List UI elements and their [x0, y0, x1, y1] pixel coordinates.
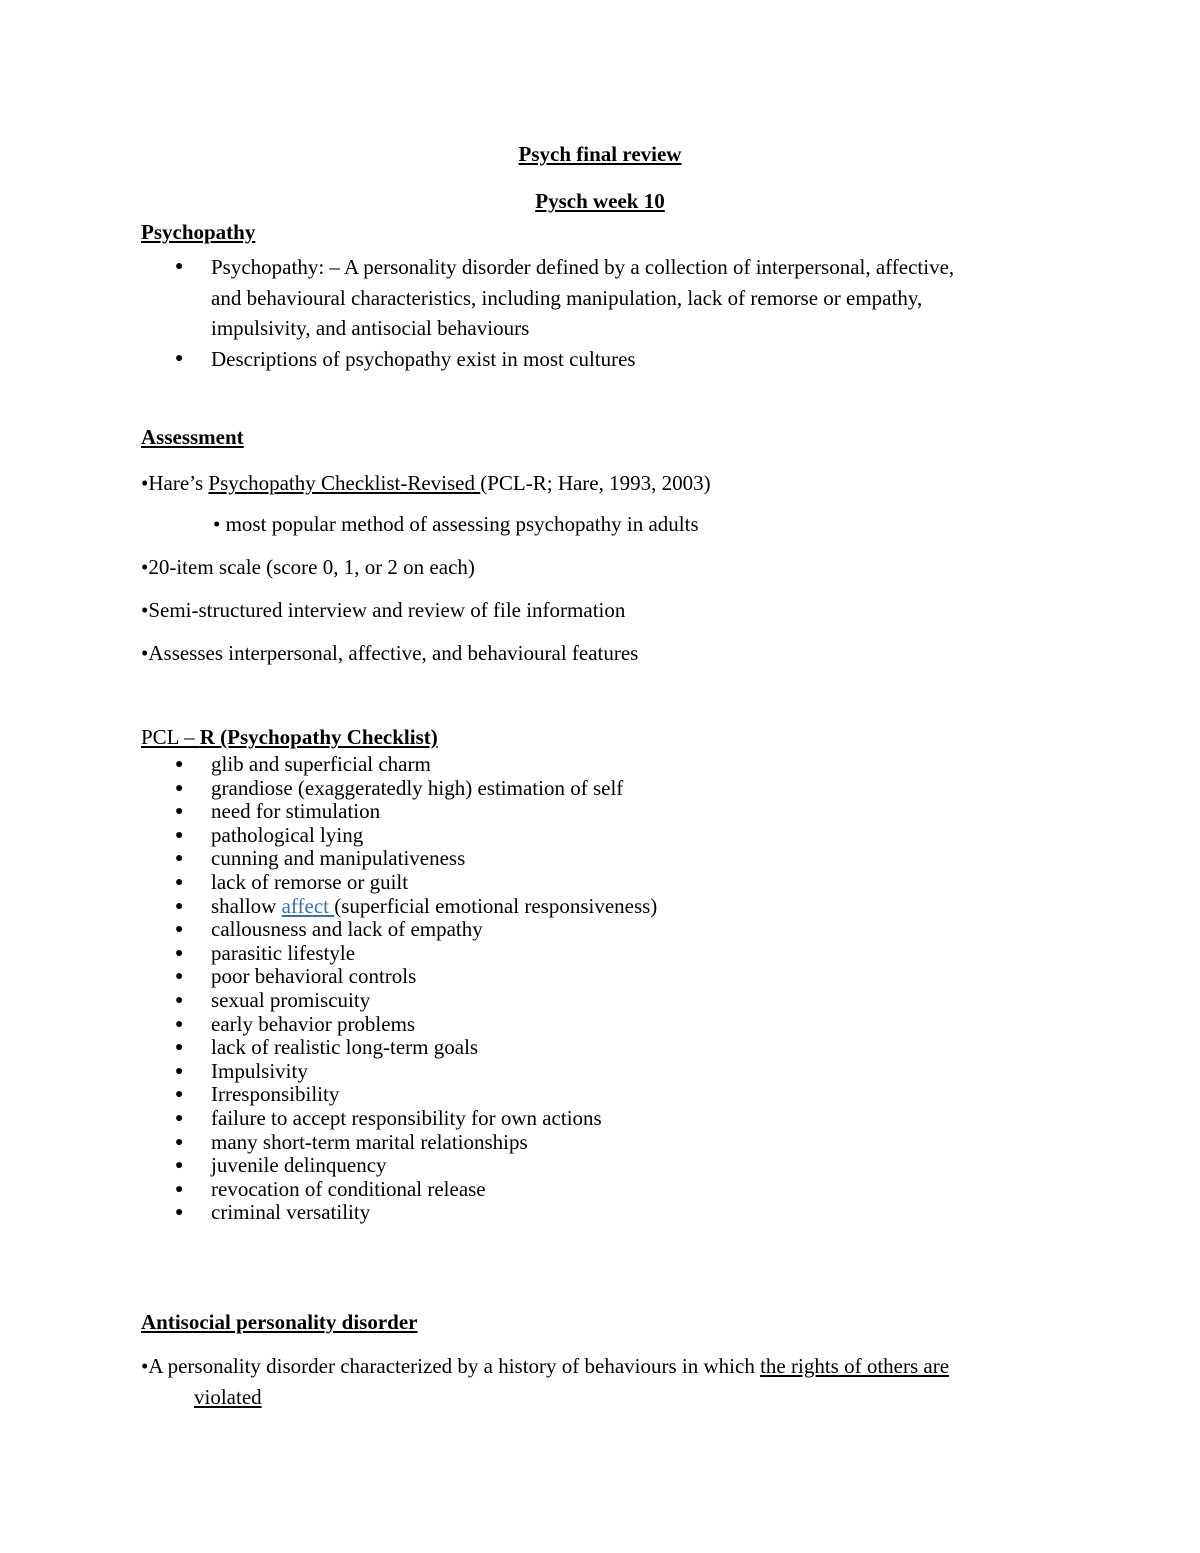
aspd-definition-line-2: violated: [194, 1385, 262, 1409]
list-item: ● lack of remorse or guilt: [175, 869, 409, 894]
bullet-icon: ●: [175, 804, 184, 820]
affect-link[interactable]: affect: [281, 893, 335, 918]
bullet-icon: ●: [175, 969, 184, 985]
pclr-heading: [141, 725, 438, 750]
assessment-scale: •20-item scale (score 0, 1, or 2 on each): [141, 555, 475, 579]
list-item: ● cunning and manipulativeness: [175, 846, 466, 871]
list-item: ● Irresponsibility: [175, 1082, 340, 1107]
bullet-icon: ●: [175, 898, 184, 914]
bullet-icon: ●: [175, 1158, 184, 1174]
assessment-sub-point: • most popular method of assessing psychopathy in adults: [213, 512, 699, 536]
list-item: ● poor behavioral controls: [175, 964, 417, 989]
bullet-icon: ●: [175, 1110, 184, 1126]
bullet-icon: ●: [175, 992, 184, 1008]
bullet-icon: ●: [175, 1181, 184, 1197]
bullet-icon: ●: [175, 1087, 184, 1103]
bullet-icon: ●: [175, 1063, 184, 1079]
psychopathy-cultures: Descriptions of psychopathy exist in most cultures: [211, 346, 636, 371]
bullet-icon: ●: [175, 780, 184, 796]
list-item: ● need for stimulation: [175, 799, 381, 824]
bullet-icon: ●: [175, 1134, 184, 1150]
hare-prefix: •Hare’s: [141, 471, 209, 495]
list-item: ● many short-term marital relationships: [175, 1129, 528, 1154]
psychopathy-definition-line-3: impulsivity, and antisocial behaviours: [211, 316, 530, 340]
shallow-prefix: shallow: [211, 893, 282, 918]
list-item: ● early behavior problems: [175, 1011, 416, 1036]
bullet-icon: ●: [175, 922, 184, 938]
assessment-features: •Assesses interpersonal, affective, and behavioural features: [141, 641, 639, 665]
assessment-heading: Assessment: [141, 425, 244, 449]
psychopathy-heading: Psychopathy: [141, 220, 256, 244]
bullet-icon: ●: [175, 851, 184, 867]
bullet-icon: ●: [175, 1016, 184, 1032]
shallow-suffix: (superficial emotional responsiveness): [334, 893, 658, 918]
bullet-icon: ●: [175, 1205, 184, 1221]
bullet-icon: ●: [175, 874, 184, 890]
bullet-icon: ●: [175, 350, 184, 366]
list-item: ● callousness and lack of empathy: [175, 917, 483, 942]
list-item: [141, 344, 954, 375]
bullet-icon: ●: [175, 945, 184, 961]
pclr-reference: Psychopathy Checklist-Revised: [208, 471, 481, 495]
aspd-underlined-1: the rights of others are: [760, 1354, 950, 1378]
pclr-heading-bold: R (Psychopathy Checklist): [199, 725, 438, 749]
bullet-icon: ●: [175, 259, 184, 274]
list-item: ● grandiose (exaggeratedly high) estimation of self: [175, 775, 624, 800]
list-item: ● glib and superficial charm: [175, 752, 431, 776]
list-item: ● revocation of conditional release: [175, 1176, 486, 1201]
list-item: ● criminal versatility: [175, 1200, 371, 1225]
list-item: ● Impulsivity: [175, 1058, 308, 1083]
list-item: ● failure to accept responsibility for own actions: [175, 1105, 602, 1130]
assessment-hare-line: [141, 471, 711, 496]
pclr-items-list: [141, 753, 657, 1225]
list-item: ● sexual promiscuity: [175, 987, 371, 1012]
list-item: ● parasitic lifestyle: [175, 940, 356, 965]
assessment-interview: •Semi-structured interview and review of file information: [141, 598, 626, 622]
bullet-icon: ●: [175, 757, 184, 772]
pclr-heading-prefix: PCL –: [141, 725, 200, 749]
list-item: [141, 252, 954, 344]
document-title: Psych final review: [518, 142, 682, 166]
bullet-icon: ●: [175, 827, 184, 843]
psychopathy-definition-line-1: Psychopathy: – A personality disorder defined by a collection of interpersonal, affective,: [211, 255, 955, 279]
psychopathy-definition-line-2: and behavioural characteristics, including manipulation, lack of remorse or empathy,: [211, 285, 923, 310]
document-subtitle: Pysch week 10: [535, 189, 665, 213]
bullet-icon: ●: [175, 1040, 184, 1056]
list-item: ● juvenile delinquency: [175, 1153, 387, 1178]
aspd-heading: Antisocial personality disorder: [141, 1310, 418, 1334]
aspd-definition-line-1: [141, 1351, 949, 1381]
hare-suffix: (PCL-R; Hare, 1993, 2003): [480, 471, 711, 495]
list-item: ● lack of realistic long-term goals: [175, 1035, 479, 1060]
list-item: ● pathological lying: [175, 822, 364, 847]
aspd-text: •A personality disorder characterized by a history of behaviours in which: [141, 1354, 761, 1378]
list-item: [141, 895, 657, 919]
psychopathy-list: [141, 252, 954, 374]
